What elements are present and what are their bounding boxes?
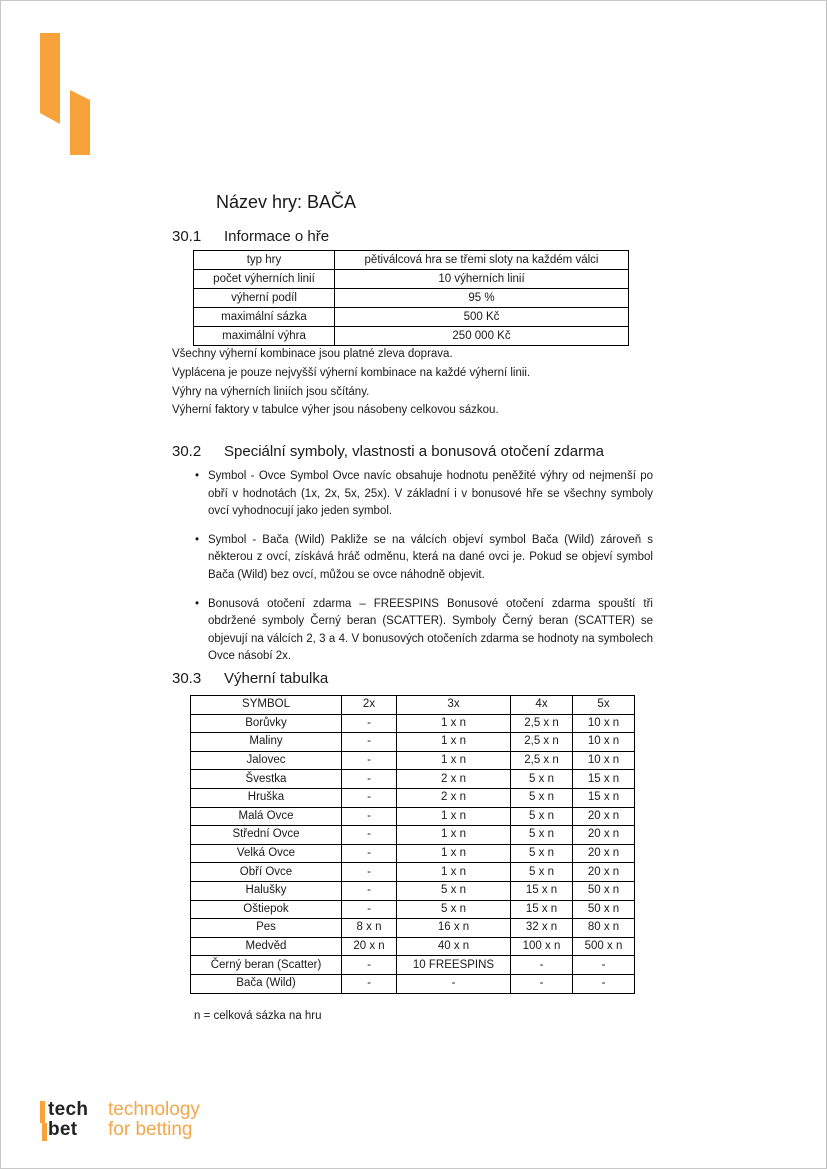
info-value: 500 Kč — [335, 308, 629, 327]
table-row — [191, 788, 635, 807]
payout-3x: - — [397, 974, 511, 993]
payout-5x: 20 x n — [573, 844, 635, 863]
table-row — [191, 751, 635, 770]
payout-2x: - — [342, 788, 397, 807]
header-symbol: SYMBOL — [191, 696, 342, 715]
brand-bar-icon — [42, 1123, 47, 1141]
payout-5x: 10 x n — [573, 733, 635, 752]
payout-3x: 5 x n — [397, 900, 511, 919]
payout-3x: 40 x n — [397, 937, 511, 956]
payout-4x: 5 x n — [511, 807, 573, 826]
payout-2x: - — [342, 974, 397, 993]
payout-5x: 20 x n — [573, 863, 635, 882]
info-value: 95 % — [335, 289, 629, 308]
info-row — [194, 270, 629, 289]
rule-line: Výhry na výherních liniích jsou sčítány. — [172, 385, 370, 398]
symbol-name: Malá Ovce — [191, 807, 342, 826]
header-3x: 3x — [397, 696, 511, 715]
bullet-text: Symbol - Bača (Wild) Pakliže se na válcích objeví symbol Bača (Wild) zároveň s některou z ovcí, získává hráč odměnu, která na dané ovci je. Pokud se objeví symbol Bača (Wild) bez ovcí, můžou se ovce náhodně objevit. — [208, 533, 653, 581]
brand-logo-mark-icon — [40, 33, 92, 155]
payout-5x: 10 x n — [573, 751, 635, 770]
payout-3x: 1 x n — [397, 733, 511, 752]
payout-3x: 1 x n — [397, 714, 511, 733]
payout-3x: 2 x n — [397, 770, 511, 789]
payout-4x: - — [511, 974, 573, 993]
info-label: maximální výhra — [194, 327, 335, 346]
payout-2x: - — [342, 751, 397, 770]
payout-3x: 1 x n — [397, 826, 511, 845]
footnote: n = celková sázka na hru — [194, 1010, 322, 1022]
payout-5x: 50 x n — [573, 881, 635, 900]
table-row — [191, 863, 635, 882]
payout-2x: - — [342, 844, 397, 863]
payout-2x: - — [342, 714, 397, 733]
table-row — [191, 733, 635, 752]
symbol-name: Borůvky — [191, 714, 342, 733]
bullet-text: Symbol - Ovce Symbol Ovce navíc obsahuje hodnotu peněžité výhry od nejmenší po obří v hodnotách (1x, 2x, 5x, 25x). V základní i v bonusové hře se všechny symboly ovcí vyhodnocují jako jeden symbol. — [208, 470, 653, 518]
section-title: Výherní tabulka — [224, 670, 329, 687]
symbol-name: Jalovec — [191, 751, 342, 770]
bullet-icon: • — [195, 533, 200, 546]
payout-4x: 100 x n — [511, 937, 573, 956]
brand-name-line1: tech — [48, 1099, 89, 1120]
payout-4x: 32 x n — [511, 919, 573, 938]
payout-4x: 15 x n — [511, 881, 573, 900]
section-title: Speciální symboly, vlastnosti a bonusová otočení zdarma — [224, 443, 604, 460]
payout-2x: - — [342, 900, 397, 919]
payout-2x: - — [342, 770, 397, 789]
header-4x: 4x — [511, 696, 573, 715]
payout-5x: - — [573, 956, 635, 975]
payout-3x: 1 x n — [397, 807, 511, 826]
payout-3x: 2 x n — [397, 788, 511, 807]
info-value: pětiválcová hra se třemi sloty na každém válci — [335, 251, 629, 270]
payout-3x: 10 FREESPINS — [397, 956, 511, 975]
payout-4x: 2,5 x n — [511, 751, 573, 770]
payout-3x: 5 x n — [397, 881, 511, 900]
footer-brand-logo — [40, 1099, 240, 1145]
section-number: 30.1 — [172, 228, 202, 245]
table-row — [191, 714, 635, 733]
symbol-name: Bača (Wild) — [191, 974, 342, 993]
special-symbols-list — [193, 468, 653, 666]
section-title: Informace o hře — [224, 228, 330, 245]
table-row — [191, 826, 635, 845]
payout-5x: 20 x n — [573, 826, 635, 845]
bullet-item-baca — [193, 532, 653, 585]
payout-2x: 8 x n — [342, 919, 397, 938]
payout-4x: 15 x n — [511, 900, 573, 919]
bullet-item-ovce — [193, 468, 653, 521]
info-row — [194, 289, 629, 308]
payout-5x: 500 x n — [573, 937, 635, 956]
table-row — [191, 974, 635, 993]
payout-5x: 10 x n — [573, 714, 635, 733]
table-row — [191, 900, 635, 919]
info-label: výherní podíl — [194, 289, 335, 308]
payout-4x: 5 x n — [511, 770, 573, 789]
payout-3x: 1 x n — [397, 844, 511, 863]
rules-list — [172, 345, 530, 420]
bullet-item-freespins — [193, 596, 653, 666]
rule-line: Výherní faktory v tabulce výher jsou násobeny celkovou sázkou. — [172, 404, 499, 417]
section-number: 30.3 — [172, 670, 202, 687]
symbol-name: Velká Ovce — [191, 844, 342, 863]
bullet-text: Bonusová otočení zdarma – FREESPINS Bonusové otočení zdarma spouští tři obdržené symboly Černý beran (SCATTER). Symboly Černý beran (SCATTER) se objevují na válcích 2, 3 a 4. V bonusových otočeních zdarma se hodnoty na symbolech Ovce násobí 2x. — [208, 597, 653, 663]
payout-5x: - — [573, 974, 635, 993]
symbol-name: Halušky — [191, 881, 342, 900]
payout-5x: 20 x n — [573, 807, 635, 826]
payout-2x: - — [342, 826, 397, 845]
payout-5x: 80 x n — [573, 919, 635, 938]
section-heading-paytable — [172, 670, 328, 687]
payout-2x: - — [342, 733, 397, 752]
info-label: typ hry — [194, 251, 335, 270]
header-2x: 2x — [342, 696, 397, 715]
payout-4x: 2,5 x n — [511, 733, 573, 752]
section-heading-info — [172, 228, 329, 245]
info-value: 10 výherních linií — [335, 270, 629, 289]
info-row — [194, 308, 629, 327]
payout-4x: 5 x n — [511, 844, 573, 863]
payout-2x: - — [342, 863, 397, 882]
table-row — [191, 937, 635, 956]
table-row — [191, 807, 635, 826]
brand-tagline-line1: technology — [108, 1099, 200, 1120]
bullet-icon: • — [195, 470, 200, 482]
brand-name-line2: bet — [48, 1119, 78, 1140]
info-row — [194, 251, 629, 270]
pay-table — [190, 695, 635, 994]
symbol-name: Obří Ovce — [191, 863, 342, 882]
symbol-name: Švestka — [191, 770, 342, 789]
info-label: maximální sázka — [194, 308, 335, 327]
document-title: Název hry: BAČA — [216, 192, 357, 212]
symbol-name: Medvěd — [191, 937, 342, 956]
table-row — [191, 881, 635, 900]
symbol-name: Maliny — [191, 733, 342, 752]
header-5x: 5x — [573, 696, 635, 715]
payout-3x: 1 x n — [397, 863, 511, 882]
payout-2x: 20 x n — [342, 937, 397, 956]
pay-table-header — [191, 696, 635, 715]
game-info-table — [193, 250, 629, 346]
payout-4x: 5 x n — [511, 863, 573, 882]
bullet-icon: • — [195, 597, 200, 610]
symbol-name: Oštiepok — [191, 900, 342, 919]
info-label: počet výherních linií — [194, 270, 335, 289]
payout-2x: - — [342, 807, 397, 826]
rule-line: Všechny výherní kombinace jsou platné zleva doprava. — [172, 348, 453, 360]
info-row — [194, 327, 629, 346]
section-heading-special — [172, 443, 604, 460]
symbol-name: Hruška — [191, 788, 342, 807]
info-value: 250 000 Kč — [335, 327, 629, 346]
payout-3x: 1 x n — [397, 751, 511, 770]
brand-tagline-line2: for betting — [108, 1119, 193, 1140]
payout-4x: 2,5 x n — [511, 714, 573, 733]
payout-2x: - — [342, 956, 397, 975]
brand-bar-icon — [40, 1101, 45, 1123]
payout-4x: - — [511, 956, 573, 975]
payout-2x: - — [342, 881, 397, 900]
payout-5x: 15 x n — [573, 788, 635, 807]
table-row — [191, 844, 635, 863]
payout-4x: 5 x n — [511, 826, 573, 845]
payout-5x: 50 x n — [573, 900, 635, 919]
payout-5x: 15 x n — [573, 770, 635, 789]
payout-3x: 16 x n — [397, 919, 511, 938]
table-row — [191, 770, 635, 789]
symbol-name: Střední Ovce — [191, 826, 342, 845]
table-row — [191, 919, 635, 938]
symbol-name: Černý beran (Scatter) — [191, 956, 342, 975]
section-number: 30.2 — [172, 443, 202, 460]
payout-4x: 5 x n — [511, 788, 573, 807]
rule-line: Vyplácena je pouze nejvyšší výherní kombinace na každé výherní linii. — [172, 366, 531, 379]
table-row — [191, 956, 635, 975]
symbol-name: Pes — [191, 919, 342, 938]
